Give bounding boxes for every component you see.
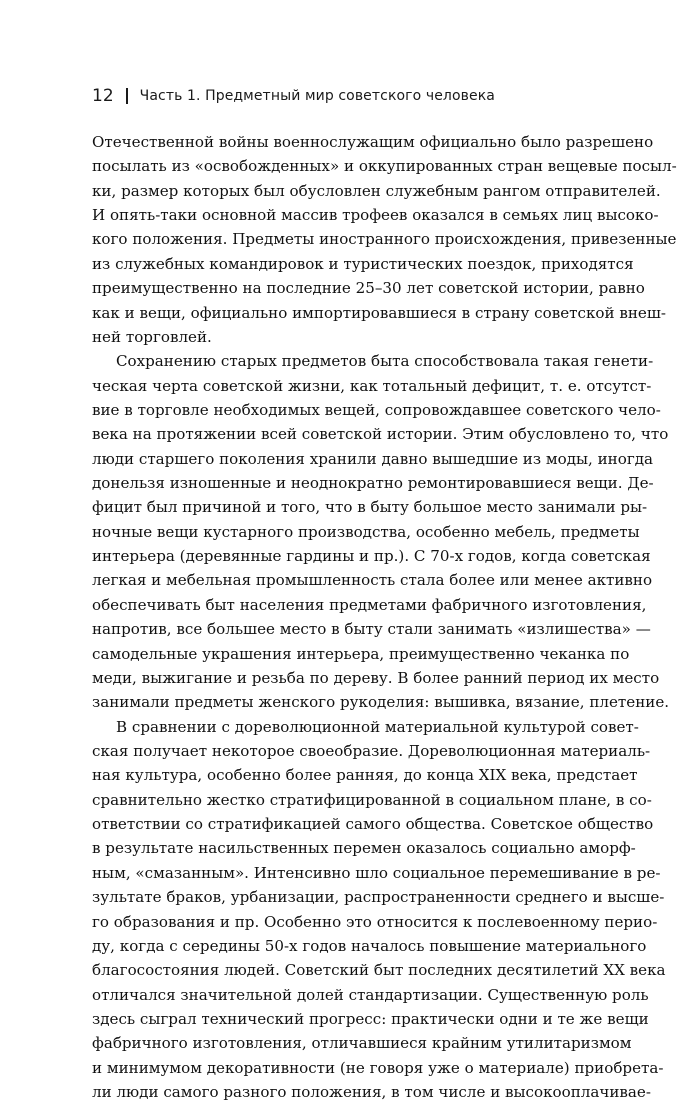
text-line: Сохранению старых предметов быта способствовала такая генети-	[116, 352, 654, 371]
text-line: ду, когда с середины 50-х годов началось повышение материального	[92, 936, 647, 955]
text-line: ческая черта советской жизни, как тотальный дефицит, т. е. отсутст-	[92, 376, 652, 395]
text-line: ская получает некоторое своеобразие. Дореволюционная материаль-	[92, 741, 651, 760]
text-line: Отечественной войны военнослужащим официально было разрешено	[92, 133, 654, 151]
text-line: как и вещи, официально импортировавшиеся в страну советской внеш-	[92, 303, 666, 322]
text-line: интерьера (деревянные гардины и пр.). С 70-х годов, когда советская	[92, 547, 651, 566]
running-header	[92, 86, 632, 106]
text-line: посылать из «освобожденных» и оккупированных стран вещевые посыл-	[92, 157, 677, 176]
text-line: здесь сыграл технический прогресс: практически одни и те же вещи	[92, 1009, 649, 1028]
text-line: кого положения. Предметы иностранного происхождения, привезенные	[92, 230, 677, 249]
text-line: вие в торговле необходимых вещей, сопровождавшее советского чело-	[92, 400, 661, 419]
header-separator	[126, 88, 128, 104]
text-line: легкая и мебельная промышленность стала более или менее активно	[92, 571, 653, 590]
paragraph	[92, 715, 666, 1104]
text-line: отличался значительной долей стандартизации. Существенную роль	[92, 985, 649, 1004]
text-line: и минимумом декоративности (не говоря уже о материале) приобрета-	[92, 1058, 664, 1077]
text-line: самодельные украшения интерьера, преимущественно чеканка по	[92, 644, 630, 663]
text-line: ночные вещи кустарного производства, особенно мебель, предметы	[92, 522, 640, 541]
text-line: занимали предметы женского рукоделия: вышивка, вязание, плетение.	[92, 693, 670, 712]
text-line: ки, размер которых был обусловлен служебным рангом отправителей.	[92, 181, 661, 200]
text-line: зультате браков, урбанизации, распространенности среднего и высше-	[92, 888, 665, 907]
text-line: И опять-таки основной массив трофеев оказался в семьях лиц высоко-	[92, 206, 659, 225]
text-line: фицит был причиной и того, что в быту большое место занимали ры-	[92, 498, 648, 517]
body-text	[92, 130, 677, 1104]
text-line: из служебных командировок и туристических поездок, приходятся	[92, 254, 634, 273]
text-line: в результате насильственных перемен оказалось социально аморф-	[92, 839, 636, 858]
text-line: века на протяжении всей советской истории. Этим обусловлено то, что	[92, 425, 669, 444]
text-line: преимущественно на последние 25–30 лет советской истории, равно	[92, 279, 645, 298]
running-title: Часть 1. Предметный мир советского человека	[139, 88, 495, 104]
page-number: 12	[92, 86, 114, 106]
text-line: В сравнении с дореволюционной материальной культурой совет-	[116, 717, 639, 736]
text-line: меди, выжигание и резьба по дереву. В более ранний период их место	[92, 668, 660, 687]
text-line: сравнительно жестко стратифицированной в социальном плане, в со-	[92, 790, 652, 809]
text-line: ней торговлей.	[92, 327, 212, 346]
text-line: ли люди самого разного положения, в том числе и высокооплачивае-	[92, 1083, 651, 1102]
text-line: напротив, все большее место в быту стали занимать «излишества» —	[92, 620, 651, 639]
text-line: ным, «смазанным». Интенсивно шло социальное перемешивание в ре-	[92, 863, 661, 882]
paragraph	[92, 349, 670, 714]
text-line: ная культура, особенно более ранняя, до конца XIX века, предстает	[92, 766, 638, 785]
text-line: фабричного изготовления, отличавшиеся крайним утилитаризмом	[92, 1034, 632, 1053]
text-line: люди старшего поколения хранили давно вышедшие из моды, иногда	[92, 449, 654, 468]
text-line: го образования и пр. Особенно это относится к послевоенному перио-	[92, 912, 658, 931]
text-line: обеспечивать быт населения предметами фабричного изготовления,	[92, 595, 647, 614]
text-line: благосостояния людей. Советский быт последних десятилетий XX века	[92, 961, 666, 980]
paragraph	[92, 130, 677, 349]
text-line: ответствии со стратификацией самого общества. Советское общество	[92, 815, 654, 834]
text-line: донельзя изношенные и неоднократно ремонтировавшиеся вещи. Де-	[92, 474, 654, 493]
